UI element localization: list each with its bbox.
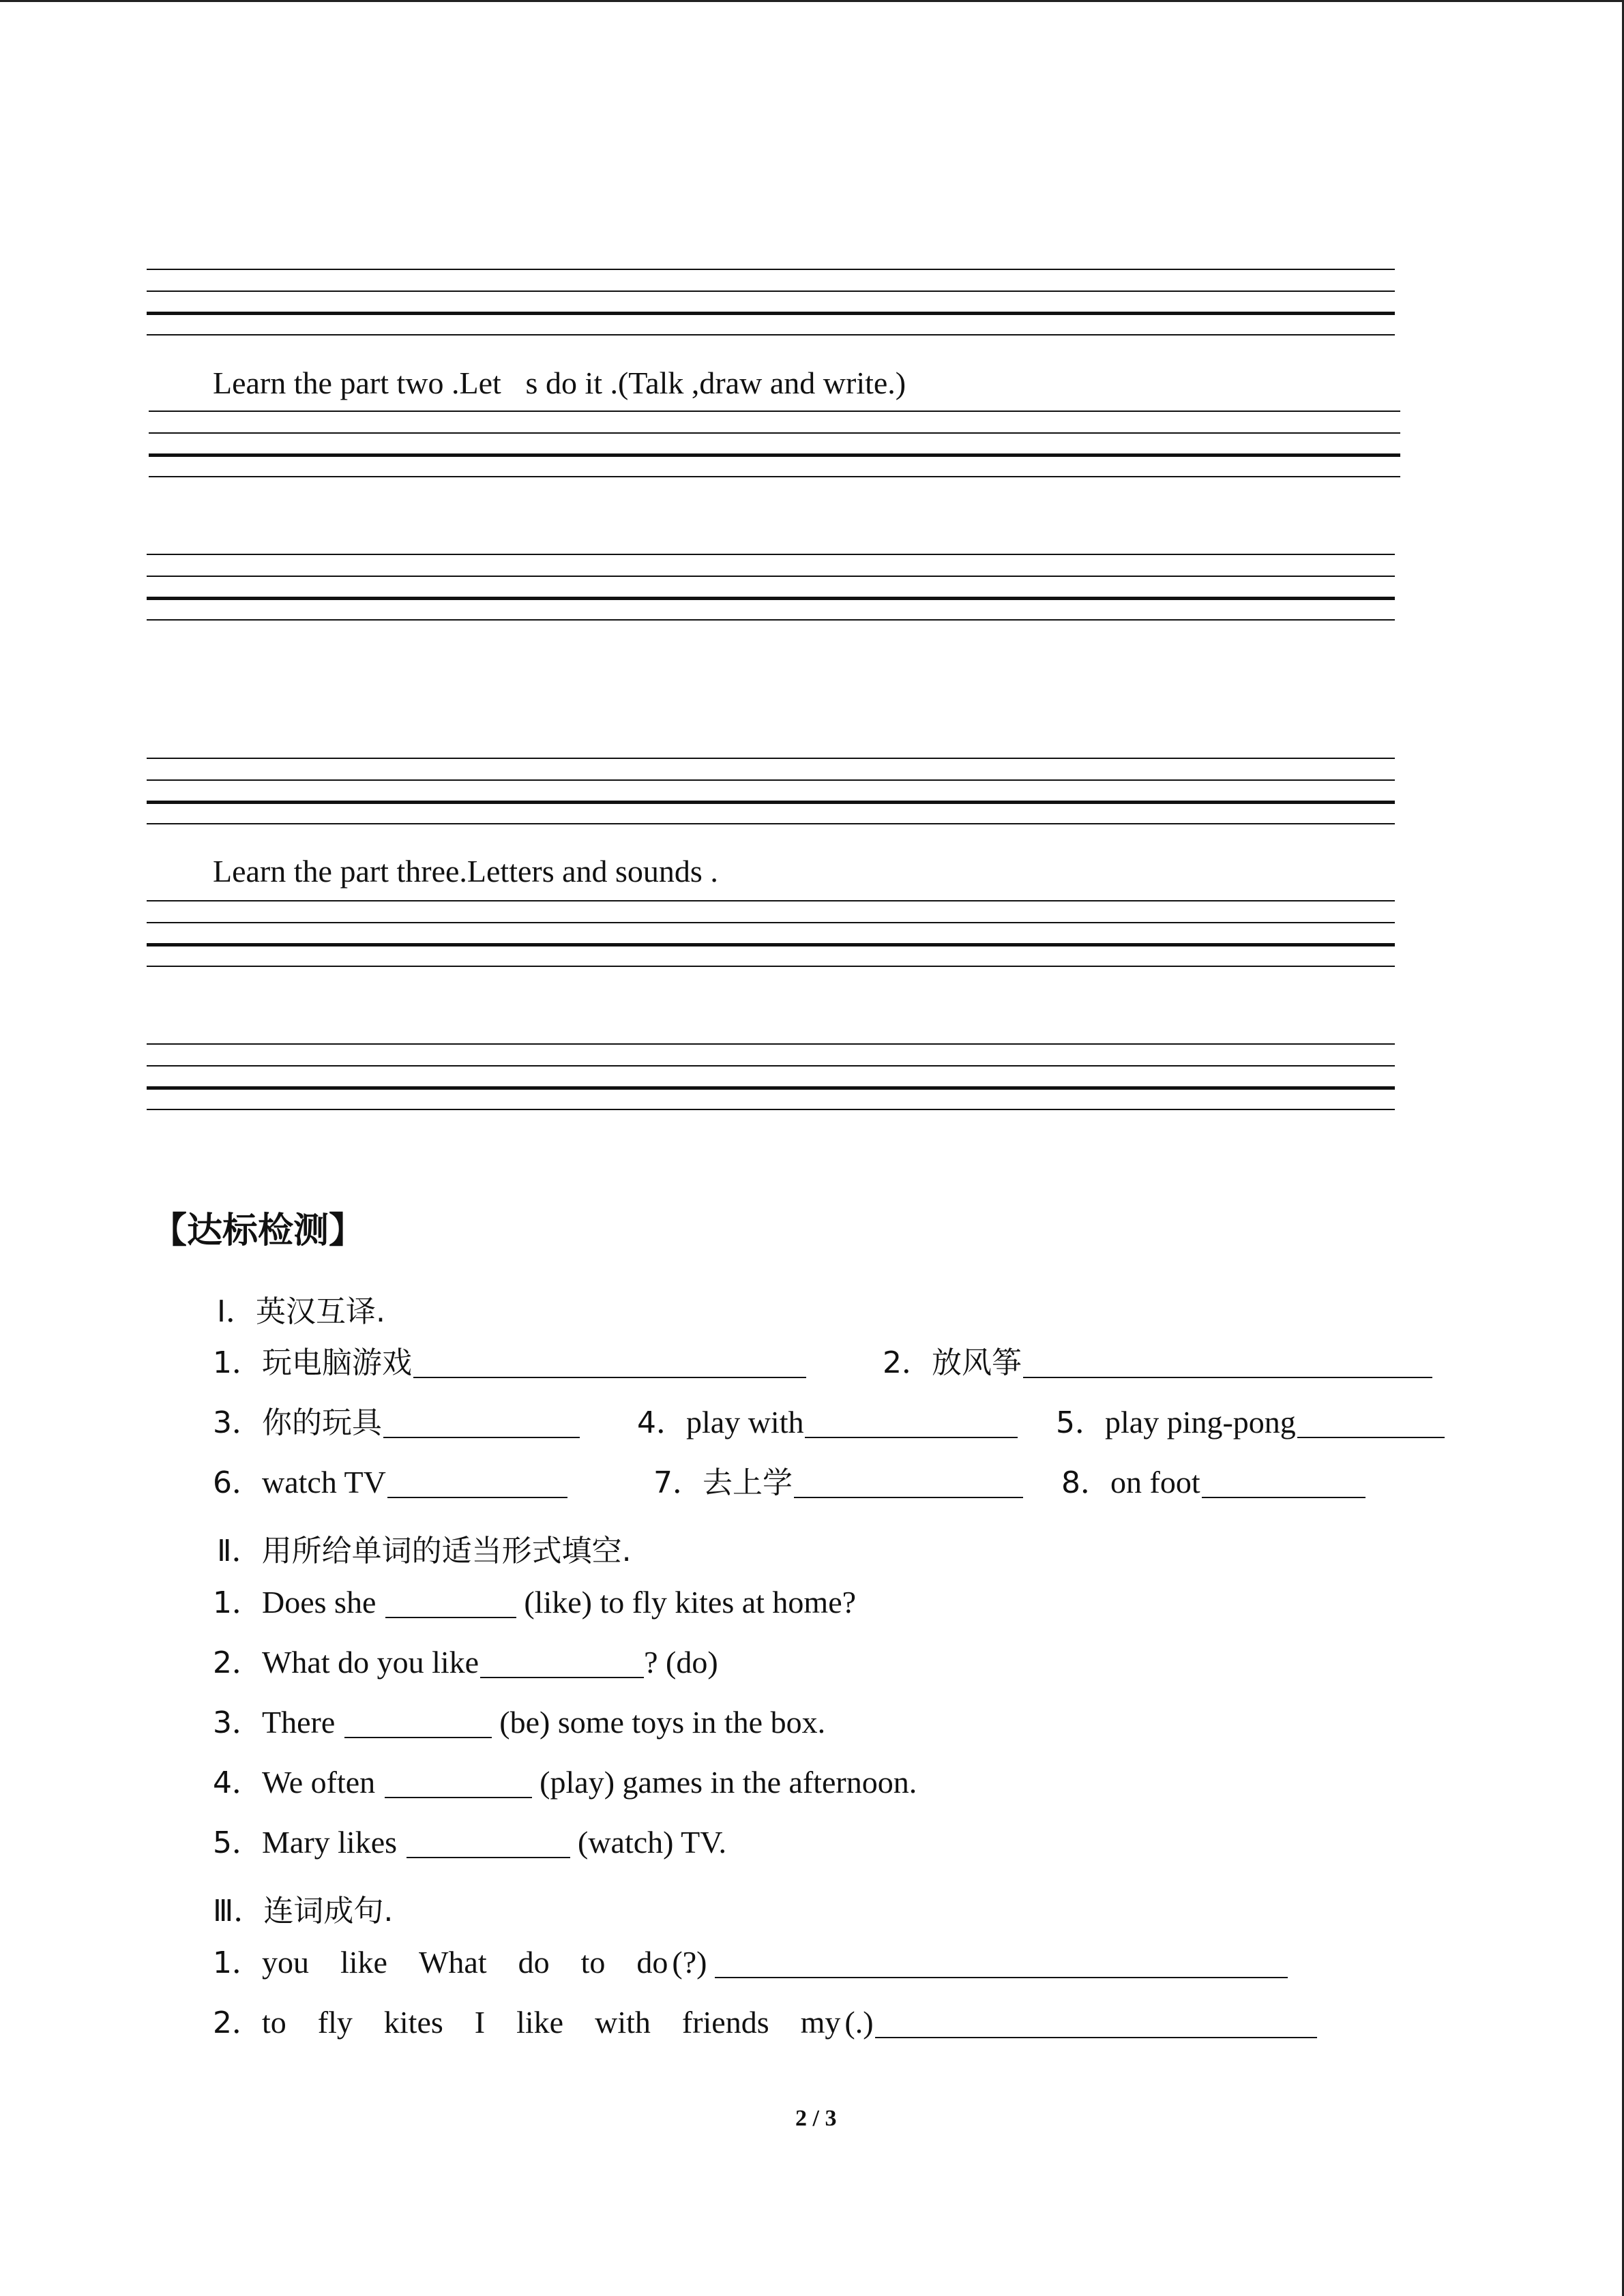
word: What [418,1945,487,1980]
part3-title: Ⅲ．连词成句. [213,1894,394,1928]
answer-blank[interactable] [794,1467,1023,1498]
answer-blank[interactable] [387,1467,567,1498]
item-number: 3． [213,1705,262,1740]
answer-blank[interactable] [407,1827,570,1858]
item-number: 5． [213,1825,262,1860]
answer-blank[interactable] [1202,1467,1365,1498]
writing-lines-3 [147,554,1395,622]
answer-blank[interactable] [480,1647,644,1678]
part2-item-1 [213,1587,856,1618]
part2-item-5 [213,1827,726,1858]
item-number: 8． [1061,1465,1110,1500]
answer-blank[interactable] [383,1407,580,1438]
item-text: 玩电脑游戏 [262,1345,412,1380]
item-number: 1． [213,1585,262,1620]
item-text-before: We often [262,1765,383,1800]
item-number: 4． [637,1405,686,1440]
part1-item-5 [1056,1407,1445,1438]
word: kites [383,2005,443,2040]
page-number [795,2106,836,2132]
item-text-before: There [262,1705,343,1740]
item-text: 去上学 [703,1465,793,1500]
writing-lines-2 [149,411,1400,479]
item-number: 2． [213,1645,262,1680]
answer-blank[interactable] [385,1587,516,1618]
answer-blank[interactable] [805,1407,1018,1438]
part2-item-3 [213,1707,825,1738]
word: like [516,2005,564,2040]
word: with [595,2005,651,2040]
word: to [262,2005,286,2040]
item-text: 放风筝 [932,1345,1022,1380]
page-separator: / [807,2106,825,2131]
writing-lines-4 [147,758,1395,826]
item-text-before: Mary likes [262,1825,405,1860]
item-number: 7． [653,1465,703,1500]
word: like [340,1945,387,1980]
word: I [474,2005,486,2040]
item-text: on foot [1110,1465,1200,1500]
item-text: play with [686,1405,804,1440]
item-text-after: (be) some toys in the box. [491,1705,826,1740]
part1-item-3 [213,1407,580,1438]
word: fly [317,2005,353,2040]
word: to [580,1945,606,1980]
item-number: 4． [213,1765,262,1800]
section-heading: 【达标检测】 [151,1210,365,1251]
item-number: 1． [213,1345,262,1380]
item-number: 5． [1056,1405,1105,1440]
answer-blank[interactable] [413,1347,806,1378]
writing-lines-6 [147,1043,1395,1112]
part3-item-1 [213,1947,1288,1978]
item-text-before: What do you like [262,1645,479,1680]
writing-lines-5 [147,900,1395,968]
answer-blank[interactable] [385,1767,532,1798]
item-text-before: Does she [262,1585,384,1620]
intro-part-two: Learn the part two .Let s do it .(Talk ,draw and write.) [213,366,906,400]
part2-title: Ⅱ．用所给单词的适当形式填空. [217,1534,632,1568]
word: do [636,1945,668,1980]
part1-item-6 [213,1467,567,1498]
item-text-after: ? (do) [644,1645,718,1680]
word: you [262,1945,309,1980]
part2-item-2 [213,1647,718,1678]
answer-blank[interactable] [1023,1347,1432,1378]
item-text: 你的玩具 [262,1405,382,1440]
end-punct: (.) [844,2005,874,2040]
item-number: 1． [213,1945,262,1980]
item-text-after: (play) games in the afternoon. [531,1765,917,1800]
answer-blank[interactable] [1297,1407,1445,1438]
answer-blank[interactable] [875,2007,1317,2038]
item-text-after: (like) to fly kites at home? [516,1585,857,1620]
item-text: play ping-pong [1105,1405,1296,1440]
item-number: 6． [213,1465,262,1500]
answer-blank[interactable] [715,1947,1288,1978]
item-number: 2． [213,2006,262,2040]
part2-item-4 [213,1767,917,1798]
part3-item-2 [213,2007,1317,2038]
part1-item-8 [1061,1467,1365,1498]
page-current: 2 [795,2106,807,2131]
page-total: 3 [825,2106,837,2131]
item-text-after: (watch) TV. [570,1825,727,1860]
item-number: 2． [883,1345,932,1380]
writing-lines-1 [147,269,1395,337]
end-punct: (?) [672,1945,707,1980]
part1-title: Ⅰ．英汉互译. [217,1294,385,1329]
word: do [518,1945,550,1980]
part1-item-2 [883,1347,1432,1378]
item-text: watch TV [262,1465,386,1500]
item-number: 3． [213,1405,262,1440]
word: my [800,2005,841,2040]
part1-item-4 [637,1407,1018,1438]
intro-part-three: Learn the part three.Letters and sounds . [213,854,718,889]
part1-item-1 [213,1347,806,1378]
answer-blank[interactable] [344,1707,492,1738]
part1-item-7 [653,1467,1023,1498]
word: friends [681,2005,769,2040]
